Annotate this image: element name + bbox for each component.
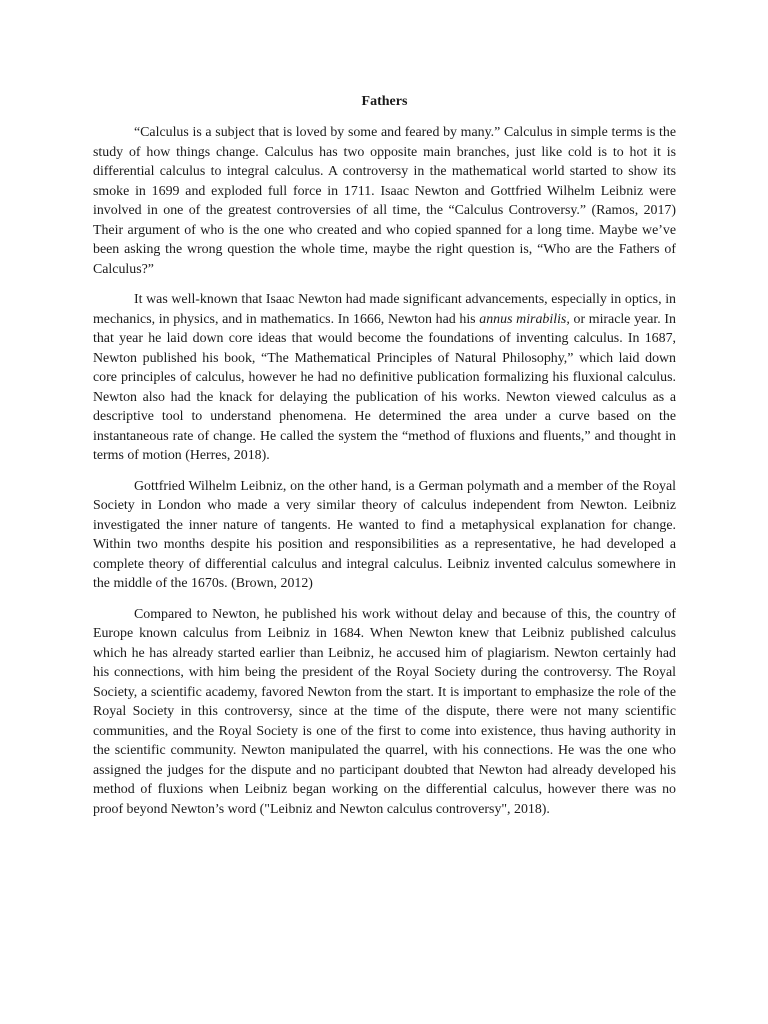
paragraph-intro: “Calculus is a subject that is loved by some and feared by many.” Calculus in simple terms is the study of how things change. Calculus has two opposite main branches, just like cold is to hot it is differential calculus to integral calculus. A controversy in the mathematical world started to show its smoke in 1699 and exploded full force in 1711. Isaac Newton and Gottfried Wilhelm Leibniz were involved in one of the greatest controversies of all time, the “Calculus Controversy.” (Ramos, 2017) Their argument of who is the one who created and who copied spanned for a long time. Maybe we’ve been asking the wrong question the whole time, maybe the right question is, “Who are the Fathers of Calculus?” xyxy=(93,125,676,277)
paragraph-controversy: Compared to Newton, he published his work without delay and because of this, the country of Europe known calculus from Leibniz in 1684. When Newton knew that Leibniz published calculus which he has already started earlier than Leibniz, he accused him of plagiarism. Newton certainly had his connections, with him being the president of the Royal Society during the controversy. The Royal Society, a scientific academy, favored Newton from the start. It is important to emphasize the role of the Royal Society in this controversy, since at the time of the dispute, there were not many scientific communities, and the Royal Society is one of the first to come into existence, thus having authority in the scientific community. Newton manipulated the quarrel, with his connections. He was the one who assigned the judges for the dispute and no participant doubted that Newton had already developed his method of fluxions when Leibniz began working on the differential calculus, however there was no proof beyond Newton’s word ("Leibniz and Newton calculus controversy", 2018). xyxy=(93,606,676,817)
document-title: Fathers xyxy=(361,94,408,109)
paragraph-newton-text-before: It was well-known that Isaac Newton had made significant advancements, especially in optics, in mechanics, in physics, and in mathematics. In 1666, Newton had his xyxy=(93,292,676,327)
paragraph-leibniz: Gottfried Wilhelm Leibniz, on the other hand, is a German polymath and a member of the Royal Society in London who made a very similar theory of calculus independent from Newton. Leibniz investigated the inner nature of tangents. He wanted to find a metaphysical explanation for change. Within two months despite his position and responsibilities as a representative, he had developed a complete theory of differential calculus and integral calculus. Leibniz invented calculus somewhere in the middle of the 1670s. (Brown, 2012) xyxy=(93,478,676,591)
annus-mirabilis-italic: annus mirabilis, xyxy=(479,311,570,327)
paragraph-newton-text-after: or miracle year. In that year he laid down core ideas that would become the foundations of inventing calculus. In 1687, Newton published his book, “The Mathematical Principles of Natural Philosophy,” which laid down core principles of calculus, however he had no definitive publication formalizing his fluxional calculus. Newton also had the knack for delaying the publication of his works. Newton viewed calculus as a descriptive tool to understand phenomena. He determined the area under a curve based on the instantaneous rate of change. He called the system the “method of fluxions and fluents,” and thought in terms of motion (Herres, 2018). xyxy=(93,311,676,463)
paragraph-newton xyxy=(93,290,676,466)
